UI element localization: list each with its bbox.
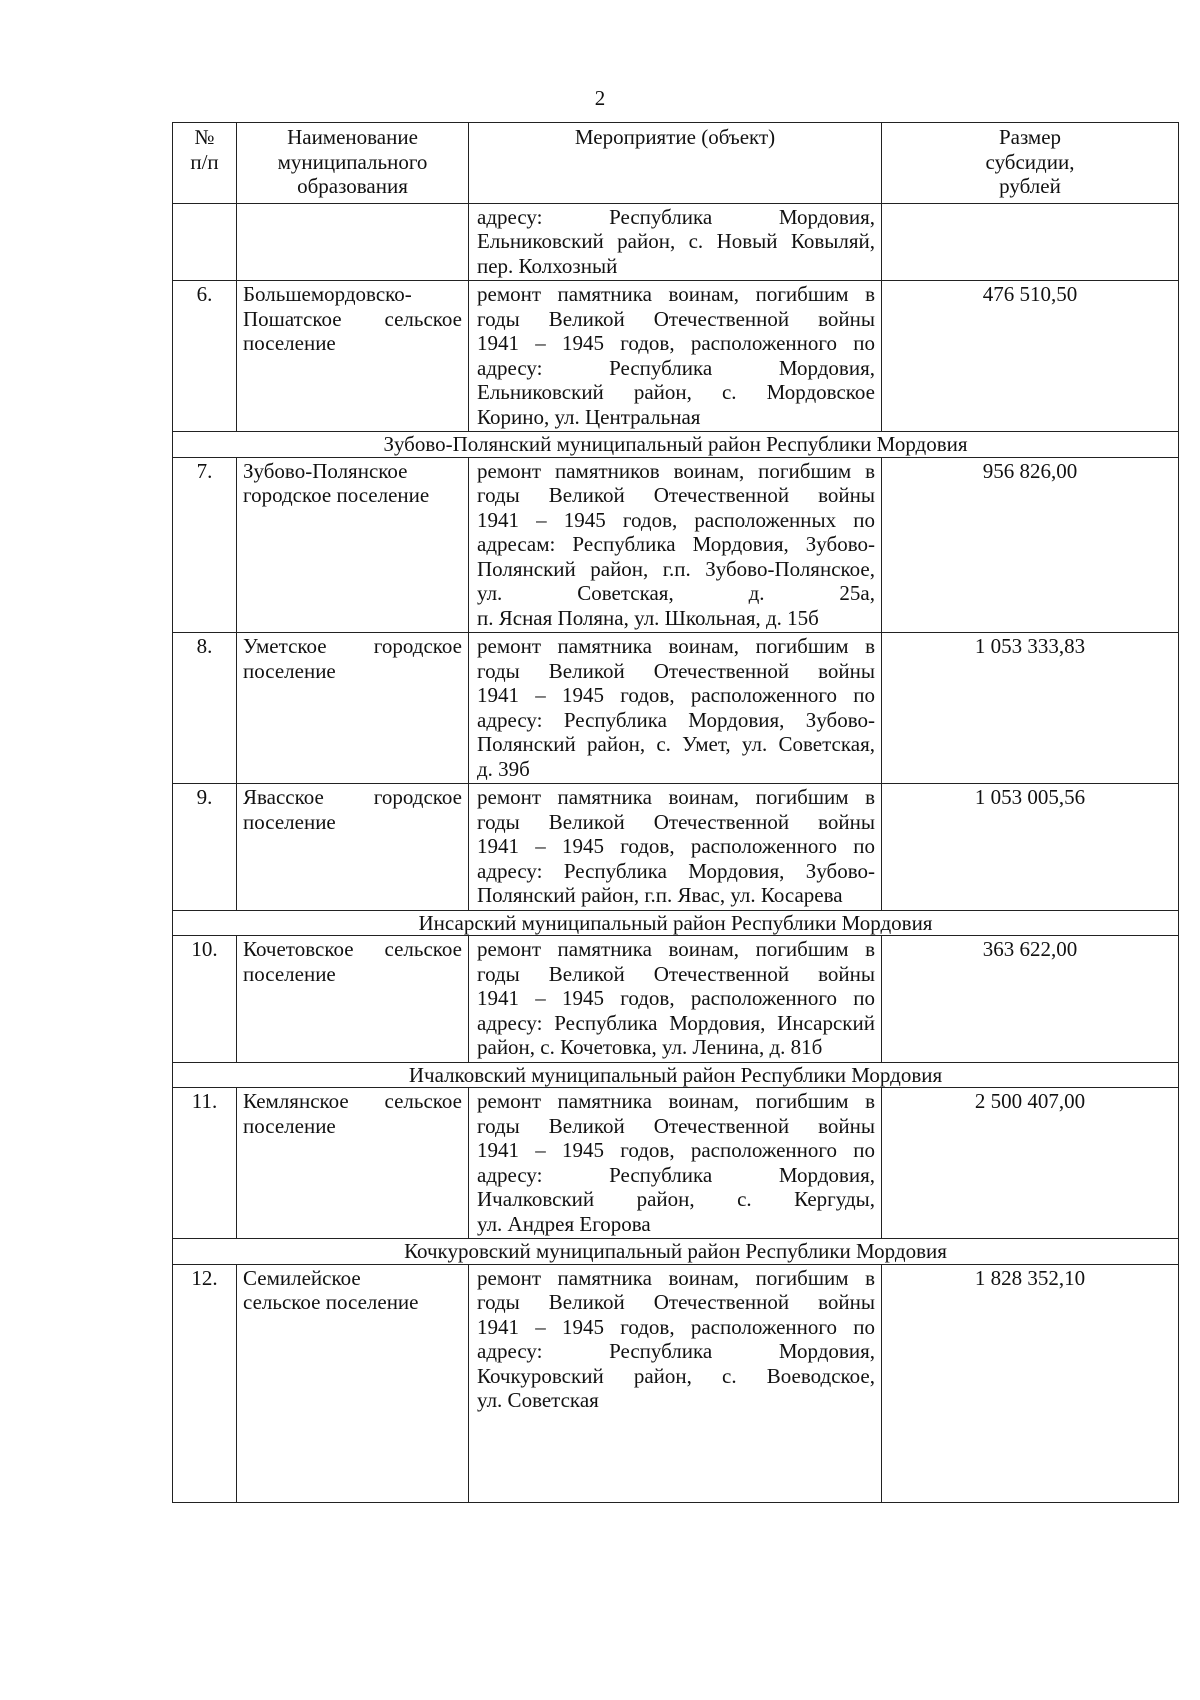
row-name (237, 203, 469, 281)
text-line: Зубово-Полянское (243, 458, 408, 483)
text-line: Наименование (287, 125, 418, 149)
text-line: район, с. Кочетовка, ул. Ленина, д. 81б (477, 1035, 823, 1059)
text-line: Явасское городское (243, 785, 462, 809)
text-line: 1941 – 1945 годов, расположенного по (477, 683, 875, 707)
text-line: Корино, ул. Центральная (477, 404, 701, 429)
text-line: Ельниковский район, с. Новый Ковыляй, (477, 229, 875, 253)
text-line: ремонт памятника воинам, погибшим в (477, 785, 875, 809)
text-line: 1941 – 1945 годов, расположенного по (477, 1138, 875, 1162)
text-line: годы Великой Отечественной войны (477, 483, 875, 507)
text-line: 1941 – 1945 годов, расположенного по (477, 986, 875, 1010)
page-number: 2 (594, 86, 606, 110)
text-line: 1941 – 1945 годов, расположенного по (477, 331, 875, 355)
text-line: ремонт памятника воинам, погибшим в (477, 634, 875, 658)
header-num (173, 123, 237, 204)
text-line: адресам: Республика Мордовия, Зубово- (477, 532, 875, 556)
text-line: образования (297, 174, 408, 198)
text-line: ремонт памятника воинам, погибшим в (477, 282, 875, 306)
row-measure (469, 1264, 882, 1502)
table-header-row (173, 123, 1179, 204)
text-line: ремонт памятника воинам, погибшим в (477, 1089, 875, 1113)
text-line: Кочкуровский район, с. Воеводское, (477, 1363, 875, 1388)
text-line: годы Великой Отечественной войны (477, 1290, 875, 1314)
row-measure (469, 633, 882, 784)
table-row (173, 936, 1179, 1063)
text-line: адресу: Республика Мордовия, Инсарский (477, 1010, 875, 1035)
text-line: Пошатское сельское (243, 306, 462, 331)
text-line: поселение (243, 961, 336, 986)
district-row (173, 432, 1179, 458)
row-amount: 363 622,00 (882, 936, 1179, 1063)
row-measure (469, 1088, 882, 1239)
text-line: ул. Советская, д. 25а, (477, 581, 875, 605)
text-line: рублей (999, 174, 1061, 198)
text-line: ул. Андрея Егорова (477, 1211, 651, 1236)
text-line: годы Великой Отечественной войны (477, 1113, 875, 1138)
text-line: сельское поселение (243, 1290, 419, 1314)
row-amount (882, 203, 1179, 281)
row-measure (469, 281, 882, 432)
row-name (237, 784, 469, 911)
text-line: поселение (243, 1113, 336, 1138)
row-num: 6. (173, 281, 237, 432)
text-line: годы Великой Отечественной войны (477, 809, 875, 834)
row-amount: 476 510,50 (882, 281, 1179, 432)
district-title: Ичалковский муниципальный район Республики Мордовия (173, 1062, 1179, 1088)
header-name (237, 123, 469, 204)
row-amount: 956 826,00 (882, 457, 1179, 633)
row-measure (469, 457, 882, 633)
row-num: 11. (173, 1088, 237, 1239)
row-num: 8. (173, 633, 237, 784)
row-name (237, 633, 469, 784)
text-line: Кемлянское сельское (243, 1089, 462, 1113)
text-line: п/п (190, 149, 219, 174)
district-title: Зубово-Полянский муниципальный район Республики Мордовия (173, 432, 1179, 458)
text-line: пер. Колхозный (477, 253, 618, 278)
text-line: адресу: Республика Мордовия, (477, 204, 875, 229)
table-row (173, 281, 1179, 432)
text-line: муниципального (277, 149, 428, 174)
text-line: субсидии, (985, 149, 1075, 174)
continuation-row (173, 203, 1179, 281)
text-line: поселение (243, 658, 336, 683)
row-amount: 1 828 352,10 (882, 1264, 1179, 1502)
row-measure (469, 784, 882, 911)
text-line: ремонт памятника воинам, погибшим в (477, 1265, 875, 1290)
row-num (173, 203, 237, 281)
text-line: Ичалковский район, с. Кергуды, (477, 1187, 875, 1211)
text-line: ул. Советская (477, 1388, 599, 1412)
row-amount: 1 053 333,83 (882, 633, 1179, 784)
text-line: городское поселение (243, 483, 430, 507)
text-line: д. 39б (477, 756, 530, 781)
text-line: Кочетовское сельское (243, 937, 462, 961)
text-line: Мероприятие (объект) (574, 125, 776, 149)
row-measure (469, 936, 882, 1063)
text-line: 1941 – 1945 годов, расположенного по (477, 1314, 875, 1339)
text-line: поселение (243, 809, 336, 834)
table-row (173, 457, 1179, 633)
row-num: 12. (173, 1264, 237, 1502)
row-num: 10. (173, 936, 237, 1063)
text-line: годы Великой Отечественной войны (477, 961, 875, 986)
header-amount (882, 123, 1179, 204)
table-row (173, 1264, 1179, 1502)
text-line: поселение (243, 331, 336, 355)
row-measure (469, 203, 882, 281)
text-line: адресу: Республика Мордовия, (477, 1339, 875, 1363)
text-line: Полянский район, с. Умет, ул. Советская, (477, 732, 875, 756)
table-row (173, 784, 1179, 911)
text-line: адресу: Республика Мордовия, Зубово- (477, 707, 875, 732)
text-line: ремонт памятников воинам, погибшим в (477, 458, 875, 483)
row-amount: 2 500 407,00 (882, 1088, 1179, 1239)
district-row (173, 910, 1179, 936)
row-name (237, 936, 469, 1063)
text-line: Полянский район, г.п. Зубово-Полянское, (477, 556, 875, 581)
text-line: адресу: Республика Мордовия, (477, 1162, 875, 1187)
text-line: Семилейское (243, 1265, 361, 1290)
text-line: годы Великой Отечественной войны (477, 658, 875, 683)
text-line: 1941 – 1945 годов, расположенного по (477, 834, 875, 858)
text-line: ремонт памятника воинам, погибшим в (477, 937, 875, 961)
text-line: п. Ясная Поляна, ул. Школьная, д. 15б (477, 605, 819, 630)
text-line: 1941 – 1945 годов, расположенных по (477, 507, 875, 532)
text-line: Ельниковский район, с. Мордовское (477, 380, 875, 404)
row-name (237, 281, 469, 432)
row-name (237, 1264, 469, 1502)
text-line: годы Великой Отечественной войны (477, 306, 875, 331)
subsidy-table (172, 122, 1179, 1503)
text-line: Размер (998, 125, 1062, 149)
district-row (173, 1062, 1179, 1088)
text-line: № (194, 125, 215, 149)
district-row (173, 1239, 1179, 1265)
row-name (237, 457, 469, 633)
table-row (173, 1088, 1179, 1239)
text-line: Уметское городское (243, 634, 462, 658)
table-row (173, 633, 1179, 784)
text-line: Большемордовско- (243, 282, 412, 306)
row-name (237, 1088, 469, 1239)
row-amount: 1 053 005,56 (882, 784, 1179, 911)
header-measure (469, 123, 882, 204)
row-num: 9. (173, 784, 237, 911)
text-line: адресу: Республика Мордовия, Зубово- (477, 858, 875, 883)
district-title: Кочкуровский муниципальный район Республики Мордовия (173, 1239, 1179, 1265)
text-line: Полянский район, г.п. Явас, ул. Косарева (477, 883, 843, 907)
row-num: 7. (173, 457, 237, 633)
text-line: адресу: Республика Мордовия, (477, 355, 875, 380)
district-title: Инсарский муниципальный район Республики Мордовия (173, 910, 1179, 936)
